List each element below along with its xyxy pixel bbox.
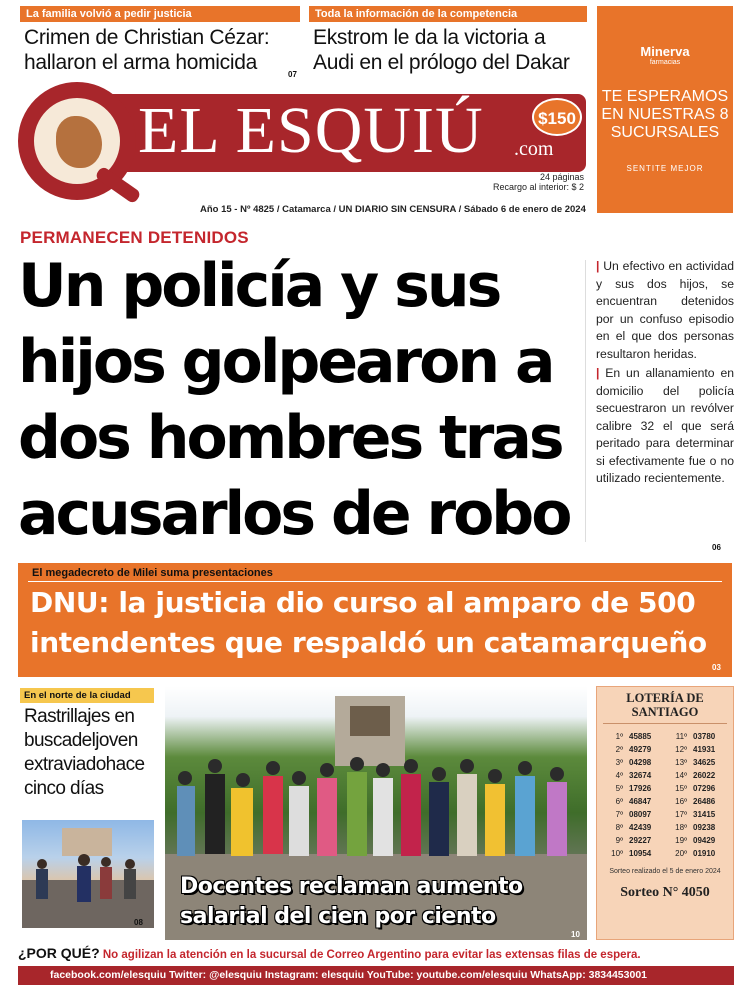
lottery-row	[603, 795, 663, 808]
lottery-row	[603, 756, 663, 769]
lottery-row	[603, 834, 663, 847]
lottery-row	[603, 743, 663, 756]
ad-minerva[interactable]	[597, 6, 733, 213]
lottery-row	[603, 769, 663, 782]
masthead-domain: .com	[514, 138, 554, 160]
lottery-grid	[603, 730, 727, 860]
lottery-position: 13º	[675, 758, 687, 767]
teaser-headline[interactable]: Ekstrom le da la victoria a Audi en el prólogo del Dakar	[313, 26, 570, 74]
lottery-position: 7º	[615, 810, 623, 819]
lottery-row	[667, 782, 727, 795]
lottery-col-right	[667, 730, 727, 860]
ad-slogan: SENTITE MEJOR	[626, 164, 704, 173]
lottery-position: 14º	[675, 771, 687, 780]
lottery-row	[667, 808, 727, 821]
lottery-row	[667, 795, 727, 808]
lottery-title	[597, 691, 733, 719]
lottery-row	[667, 756, 727, 769]
porque-lead: ¿POR QUÉ?	[18, 945, 100, 961]
lottery-number: 04298	[629, 758, 652, 767]
lottery-row	[667, 847, 727, 860]
dnu-rule	[28, 581, 722, 582]
small-headline[interactable]: Rastrillajes en buscadeljoven extraviadohace cinco días	[24, 706, 145, 799]
search-photo	[22, 820, 154, 928]
masthead	[18, 82, 588, 212]
lottery-position: 8º	[615, 823, 623, 832]
page-number: 10	[571, 930, 580, 939]
lottery-row	[603, 730, 663, 743]
page-number: 06	[712, 543, 721, 552]
dnu-headline[interactable]: DNU: la justicia dio curso al amparo de 500 intendentes que respaldó un catamarqueño	[30, 586, 707, 659]
lottery-number: 09238	[693, 823, 716, 832]
page-count: 24 páginas	[539, 172, 584, 182]
lottery-position: 5º	[615, 784, 623, 793]
bullet-bar-icon: |	[596, 366, 606, 380]
masthead-info	[493, 172, 584, 192]
lottery-number: 42439	[629, 823, 652, 832]
lottery-draw-number: Sorteo N° 4050	[620, 885, 710, 900]
ad-text: TE ESPERAMOS EN NUESTRAS 8 SUCURSALES	[601, 88, 729, 141]
lottery-number: 03780	[693, 732, 716, 741]
main-kicker: PERMANECEN DETENIDOS	[20, 228, 249, 247]
lottery-position: 3º	[615, 758, 623, 767]
lottery-row	[667, 769, 727, 782]
people-photo-icon	[22, 820, 154, 928]
ad-logo-sub: farmacias	[649, 59, 681, 66]
price-badge: $150	[532, 98, 582, 136]
lottery-position: 1º	[615, 732, 623, 741]
lottery-position: 18º	[675, 823, 687, 832]
teaser-kicker: Toda la información de la competencia	[309, 6, 587, 22]
lottery-number: 31415	[693, 810, 716, 819]
teaser-kicker: La familia volvió a pedir justicia	[20, 6, 300, 22]
social-footer: facebook.com/elesquiu Twitter: @elesquiu Instagram: elesquiu YouTube: youtube.com/elesquiu WhatsApp: 3834453001	[18, 966, 734, 985]
lottery-date: Sorteo realizado el 5 de enero 2024	[609, 868, 721, 875]
photo-caption[interactable]	[180, 872, 523, 932]
ad-logo: Minerva	[640, 44, 690, 59]
lottery-row	[667, 743, 727, 756]
teaser-headline[interactable]: Crimen de Christian Cézar: hallaron el arma homicida	[24, 26, 270, 74]
lottery-position: 2º	[615, 745, 623, 754]
lottery-row	[603, 847, 663, 860]
lottery-number: 26022	[693, 771, 716, 780]
lottery-position: 11º	[675, 732, 687, 741]
lottery-position: 19º	[675, 836, 687, 845]
page-number: 03	[712, 663, 721, 672]
lottery-number: 45885	[629, 732, 652, 741]
main-headline[interactable]: Un policía y sus hijos golpearon a dos hombres tras acusarlos de robo	[18, 251, 570, 549]
lottery-row	[667, 821, 727, 834]
lottery-col-left	[603, 730, 663, 860]
teaser-crimen[interactable]	[20, 6, 300, 78]
lottery-number: 32674	[629, 771, 652, 780]
lottery-rule	[603, 723, 727, 724]
lottery-position: 4º	[615, 771, 623, 780]
lottery-title-line-2: SANTIAGO	[631, 705, 699, 719]
bullet-bar-icon: |	[596, 259, 604, 273]
lottery-number: 01910	[693, 849, 716, 858]
lottery-position: 15º	[675, 784, 687, 793]
surcharge: Recargo al interior: $ 2	[492, 182, 584, 192]
lottery-row	[603, 782, 663, 795]
lottery-position: 17º	[675, 810, 687, 819]
lottery-row	[603, 808, 663, 821]
lottery-box	[596, 686, 734, 940]
lottery-position: 20º	[675, 849, 687, 858]
lottery-number: 08097	[629, 810, 652, 819]
small-kicker: En el norte de la ciudad	[20, 688, 154, 703]
column-divider	[585, 260, 586, 542]
summary-1: Un efectivo en actividad y sus dos hijos, se encuentran detenidos por un confuso episodio en el que dos personas resultaron heridas.	[596, 259, 734, 361]
lottery-position: 6º	[615, 797, 623, 806]
porque-strip[interactable]	[18, 944, 734, 964]
lottery-number: 09429	[693, 836, 716, 845]
lottery-position: 16º	[675, 797, 687, 806]
lottery-position: 9º	[615, 836, 623, 845]
lottery-position: 10º	[611, 849, 623, 858]
masthead-title: EL ESQUIÚ	[138, 94, 484, 167]
lottery-row	[667, 730, 727, 743]
lottery-title-line-1: LOTERÍA DE	[626, 691, 704, 705]
dnu-kicker: El megadecreto de Milei suma presentaciones	[32, 567, 273, 579]
page-number: 07	[288, 70, 297, 79]
caption-line-1: Docentes reclaman aumento	[180, 874, 523, 899]
lottery-number: 26486	[693, 797, 716, 806]
dnu-story[interactable]	[18, 563, 732, 677]
lottery-number: 10954	[629, 849, 652, 858]
lottery-row	[603, 821, 663, 834]
page-number: 08	[134, 918, 143, 927]
lottery-number: 46847	[629, 797, 652, 806]
caption-line-2: salarial del cien por ciento	[180, 904, 496, 929]
lottery-number: 29227	[629, 836, 652, 845]
dateline: Año 15 - Nº 4825 / Catamarca / UN DIARIO SIN CENSURA / Sábado 6 de enero de 2024	[200, 204, 586, 215]
lottery-number: 34625	[693, 758, 716, 767]
teaser-dakar[interactable]	[309, 6, 587, 78]
main-summary	[596, 258, 734, 490]
figure-icon	[56, 116, 102, 168]
lottery-row	[667, 834, 727, 847]
lottery-number: 41931	[693, 745, 716, 754]
lottery-position: 12º	[675, 745, 687, 754]
lottery-number: 07296	[693, 784, 716, 793]
lottery-number: 17926	[629, 784, 652, 793]
lottery-number: 49279	[629, 745, 652, 754]
summary-2: En un allanamiento en domicilio del policía secuestraron un revólver calibre 32 el que será peritado para determinar si efectivamente fue o no utilizado recientemente.	[596, 366, 734, 485]
porque-text: No agilizan la atención en la sucursal de Correo Argentino para evitar las extensas filas de espera.	[102, 949, 641, 961]
